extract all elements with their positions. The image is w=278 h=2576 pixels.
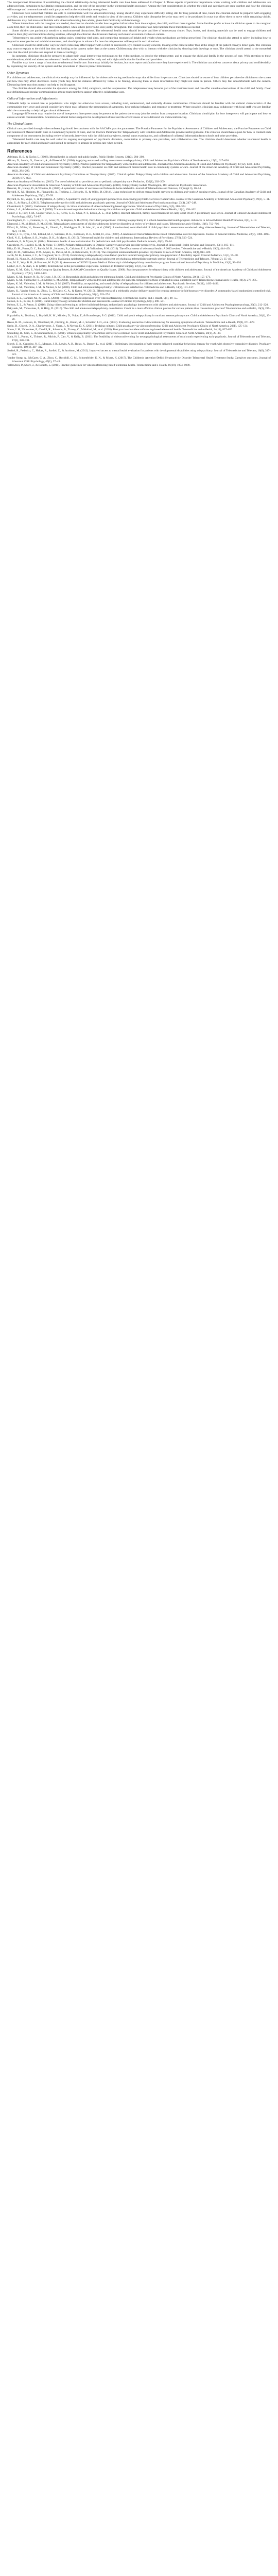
reference-item: Pakyurek, M., Yellowlees, P., & Hilty, D. (2010). The child and adolescent telepsychiatry consultation: Can it be a more effective clinical process for certain patients than conventional practice? Telemedicine and e-Health, 16(3), 289–292. [7, 307, 271, 314]
reference-item: Cunningham, D. L., Connors, E. H., Lever, N., & Stephan, S. H. (2013). Providers' perspectives: Utilizing telepsychiatry in a school-based mental health program. Advances in School Mental Health Promotion, 6(1), 5–18. [7, 219, 257, 222]
reference-item: Myers, K. M., Valentine, J. M., & Melzer, S. M. (2008). Child and adolescent telepsychiatry: Utilization and satisfaction. Telemedicine and e-Health, 14(2), 131–137. [7, 286, 194, 290]
reference-item: Vander Stoep, A., McCarty, C. A., Zhou, C., Rockhill, C. M., Schoenfelder, E. N., & Myers, K. (2017). The Children's Attention-Deficit Hyperactivity Disorder Telemental Health Treatment Study: Caregiver outcomes. Journal of Abnormal Child Psychology, 45(1), 27–43. [7, 356, 271, 363]
reference-item: Jacob, M. K., Larson, J. C., & Craighead, W. E. (2012). Establishing a telepsychiatry consultation practice in rural Georgia for primary care physicians: A feasibility report. Clinical Pediatrics, 51(1), 95–98. [7, 254, 239, 258]
reference-item: American Academy of Pediatrics. (2015). The use of telehealth to provide access to pediatric subspecialty care. Pediatrics, 136(1), 202–209. [7, 180, 165, 183]
reference-item: Bensink, M., Hailey, D., & Wootton, R. (2007). A systematic review of successes and failures in home telehealth. Journal of Telemedicine and Telecare, 13(Suppl 3), 10–14. [7, 187, 202, 191]
reference-item: Pignatiello, A., Teshima, J., Boydell, K. M., Minden, D., Volpe, T., & Braunberger, P. G. (2011). Child and youth telepsychiatry in rural and remote primary care. Child and Adolescent Psychiatric Clinics of North America, 20(1), 13–28. [7, 314, 271, 321]
reference-item: Greenberg, N., Boydell, K. M., & Volpe, T. (2006). Pediatric telepsychiatry in Ontario: Caregiver and service provider perspectives. Journal of Behavioral Health Services and Research, 33(1), 105–111. [7, 243, 235, 247]
reference-item: Goldstein, F., & Myers, K. (2014). Telemental health: A new collaboration for pediatricians and child psychiatrists. Pediatric Annals, 43(2), 79–84. [7, 240, 173, 244]
reference-item: Fortney, J. C., Pyne, J. M., Edlund, M. J., Williams, D. K., Robinson, D. E., Mittal, D., et al. (2007). A randomized trial of telemedicine-based collaborative care for depression. Journal of General Internal Medicine, 22(8), 1086–1093. [7, 233, 270, 236]
reference-item: Adelman, H. S., & Taylor, L. (2006). Mental health in schools and public health. Public Health Reports, 121(3), 294–298. [7, 155, 145, 159]
clinical-issues-section [7, 122, 271, 145]
intro-section [7, 1, 271, 69]
body-paragraph: Families may have a range of reactions to telemental health care. Some may initially be hesitant, but most report satisfaction once they have experienced it. The clinician can address concerns about privacy and confidentiality by explaining the security of the system and the procedures in place to protect information. [7, 61, 271, 69]
reference-item: Nelson, E. L., & Patton, S. (2016). Using videoconferencing to deliver individual therapy and pediatric psychology interventions with children and adolescents. Journal of Child and Adolescent Psychopharmacology, 26(3), 212–220. [7, 303, 269, 307]
references-section [7, 148, 271, 367]
reference-item: Comer, J. S., Furr, J. M., Cooper-Vince, C. E., Kerns, C. E., Chan, P. T., Edson, A. L., et al. (2014). Internet-delivered, family-based treatment for early-onset OCD: A preliminary case series. Journal of Clinical Child and Adolescent Psychology, 43(1), 74–87. [7, 212, 271, 219]
reference-item: Nelson, E. L., & Bui, T. (2010). Rural telepsychology services for children and adolescents. Journal of Clinical Psychology, 66(5), 490–501. [7, 300, 166, 303]
reference-item: Chakrabarti, S. (2015). Usefulness of telepsychiatry: A critical evaluation of videoconferencing-based approaches. World Journal of Psychiatry, 5(3), 286–304. [7, 205, 186, 208]
reference-item: Myers, K. M., Cain, S., Work Group on Quality Issues, & AACAP Committee on Quality Issues. (2008). Practice parameter for telepsychiatry with children and adolescents. Journal of the American Academy of Child and Adolescent Psychiatry, 47(12), 1468–1483. [7, 268, 271, 275]
reference-item: Storch, E. A., Caporino, N. E., Morgan, J. R., Lewin, A. B., Rojas, A., Brauer, L., et al. (2011). Preliminary investigation of web-camera delivered cognitive-behavioral therapy for youth with obsessive-compulsive disorder. Psychiatry Research, 189(3), 407–412. [7, 342, 271, 349]
reference-item: Cohen, J. A., & Mannarino, A. P. (2008). Trauma-focused cognitive behavioural therapy for children and parents. Child and Adolescent Mental Health, 13(4), 158–162. [7, 208, 197, 212]
reference-list [7, 156, 271, 367]
reference-item: Stain, H. J., Payne, K., Thienel, R., Michie, P., Carr, V., & Kelly, B. (2011). The feasibility of videoconferencing for neuropsychological assessments of rural youth experiencing early psychosis. Journal of Telemedicine and Telecare, 17(6), 328–331. [7, 335, 271, 342]
body-paragraph: For children and adolescents, the clinical relationship may be influenced by the videoconferencing medium in ways that differ from in-person care. Clinicians should be aware of how children perceive the clinician on the screen and how this may affect disclosure. Some youth may find the distance afforded by video to be freeing, allowing them to share information they might not share in person. Others may feel uncomfortable with the camera. Discussing these reactions openly can help to build rapport. [7, 76, 271, 87]
reference-item: Myers, K. M., Sulzbacher, S., & Melzer, S. M. (2004). Telepsychiatry with children and adolescents: Are patients comparable to those evaluated in usual outpatient care? Telemedicine Journal and e-Health, 10(3), 278–285. [7, 279, 257, 282]
other-dynamics-section [7, 71, 271, 94]
body-paragraph: Telemental health care may be well suited to ongoing management of psychiatric disorders, consultation to primary care providers, and collaborative care. The clinician should determine whether telemental health is appropriate for each child and family and should be prepared to arrange in-person care when needed. [7, 138, 271, 145]
reference-item: Yellowlees, P., Shore, J., & Roberts, L. (2010). Practice guidelines for videoconferencing-based telemental health. Telemedicine and e-Health, 16(10), 1074–1089. [7, 363, 190, 367]
reference-item: Alicata, D., Jacobs, N., Guerrero, A., & Piasecki, M. (2006). Applying automated staffing assessments to telepsychiatry. Child and Adolescent Psychiatric Clinics of North America, 15(3), 617–636. [7, 159, 230, 162]
section-heading: Cultural Information and Adjustments [7, 96, 58, 100]
body-paragraph: Language differences may require the use of interpreters. Interpreters may be present at the patient site or may join the session from a separate location. Clinicians should plan for how interpreters will participate and how to ensure accurate communication. Attention to cultural factors supports the development of trust and the effectiveness of care delivered via videoconferencing. [7, 112, 271, 120]
body-paragraph: The interpersonal dimensions of establishing the clinical relationship during telemental health care have been addressed in Chapter 3. Those aspects of particular importance when working with children and adolescents are addressed here, pertaining to facilitating communication, and the role of the presenter in the telemental health encounter. Among the first considerations is whether the child and caregivers are seen together and how the clinician will manage and communicate with each party as well as the relationships among them. [7, 1, 271, 11]
reference-item: American Psychiatric Association & American Academy of Child and Adolescent Psychiatry. (2018). Telepsychiatry toolkit. Washington, DC: American Psychiatric Association. [7, 183, 207, 187]
reference-item: Diamond, J. M., & Bloch, R. M. (2010). Telepsychiatry assessments of child or adolescent behavior disorders: A review of evidence and issues. Telemedicine and e-Health, 16(6), 712–716. [7, 222, 220, 226]
reference-item: Myers, K. M., Palmer, N. B., & Geyer, J. R. (2011). Research in child and adolescent telemental health. Child and Adolescent Psychiatric Clinics of North America, 20(1), 155–171. [7, 275, 211, 279]
body-paragraph: Telepresenters can assist with gathering rating scales, obtaining vital signs, and completing measures of height and weight when medications are being prescribed. The clinician should also attend to safety, including how to respond to emergencies and suicidal statements, and should plan in advance for how the telepresenter will respond in such situations. [7, 37, 271, 43]
body-paragraph: Clinical care provided through videoconferencing should be consistent with the AACAP's practice parameters. The Practice Parameter for the Psychiatric Assessment of Children and Adolescents, the Practice Parameter on Child and Adolescent Mental Health Care in Community Systems of Care, and the Practice Parameter for Telepsychiatry with Children and Adolescents provide useful guidance. The clinician should have a plan for how to conduct each component of the assessment, including review of records, interviews with the child and caregivers, mental status examination, and collection of collateral information from schools and other providers. [7, 127, 271, 138]
reference-item: Kopel, H., Nunn, K., & Dossetor, D. (2001). Evaluating satisfaction with a child and adolescent psychological telemedicine outreach service. Journal of Telemedicine and Telecare, 7(Suppl 2), 35–40. [7, 258, 232, 261]
reference-item: American Academy of Child and Adolescent Psychiatry Committee on Telepsychiatry. (2017). Clinical update: Telepsychiatry with children and adolescents. Journal of the American Academy of Child and Adolescent Psychiatry, 56(10), 875–893. [7, 173, 271, 180]
section-heading: Other Dynamics [7, 71, 29, 75]
reference-item: Shore, J. H., Yellowlees, P., Caudill, R., Johnston, B., Turvey, C., Mishkind, M., et al. (2018). Best practices in videoconferencing-based telemental health. Telemedicine and e-Health, 24(11), 827–832. [7, 328, 233, 332]
reference-item: Spaulding, R., Cain, S., & Sonnenschein, K. (2011). Urban telepsychiatry: Uncommon service for a common need. Child and Adolescent Psychiatric Clinics of North America, 20(1), 29–39. [7, 332, 221, 335]
reference-item: Hilty, D. M., Yellowlees, P. M., Myers, K., Parish, M. B., & Rabinowitz, T. (2016). The competent telemental health provider. Psychiatric Clinics of North America, 38(4), 813–829. [7, 250, 211, 254]
reference-item: Cain, S., & Sharp, S. (2013). Telepharmacotherapy for child and adolescent psychiatric patients. Journal of Child and Adolescent Psychopharmacology, 23(4), 247–248. [7, 201, 197, 205]
reference-item: Szeftel, R., Federico, C., Hakak, R., Szeftel, Z., & Jacobson, M. (2012). Improved access to mental health evaluation for patients with developmental disabilities using telepsychiatry. Journal of Telemedicine and Telecare, 18(6), 317–321. [7, 349, 271, 357]
reference-item: Boydell, K. M., Volpe, T., & Pignatiello, A. (2010). A qualitative study of young people's perspectives on receiving psychiatric services via televideo. Journal of the Canadian Academy of Child and Adolescent Psychiatry, 19(1), 5–11. [7, 197, 270, 201]
section-heading: The Clinical Issues [7, 122, 32, 126]
reference-item: Reese, R. M., Jamison, R., Wendland, M., Fleming, K., Braun, M. J., Schuttler, J. O., et al. (2013). Evaluating interactive videoconferencing for assessing symptoms of autism. Telemedicine and e-Health, 19(9), 671–677. [7, 321, 255, 325]
body-paragraph: The clinician should also consider the dynamics among the child, caregivers, and the telepresenter. The telepresenter may become part of the treatment team and can offer valuable observations of the child and family. Clear role definitions and regular communication among team members support effective collaborative care. [7, 87, 271, 94]
reference-item: Myers, K., Vander Stoep, A., Zhou, C., McCarty, C. A., & Katon, W. (2015). Effectiveness of a telehealth service delivery model for treating attention-deficit/hyperactivity disorder: A community-based randomized controlled trial. Journal of the American Academy of Child and Adolescent Psychiatry, 54(4), 263–274. [7, 289, 271, 296]
cultural-section [7, 97, 271, 120]
body-paragraph: Clinicians should be alert to the ways in which video may affect rapport with a child or adolescent. Eye contact is a key concern; looking at the camera rather than at the image of the patient conveys direct gaze. The clinician may want to explain to the child that they are looking at the camera rather than at the screen. Children may also wish to interact with the clinician by showing their drawings or toys. The clinician should attend to the nonverbal cues that the child provides and respond to them accordingly. [7, 43, 271, 54]
reference-item: Nelson, E. L., Barnard, M., & Cain, S. (2003). Treating childhood depression over videoconferencing. Telemedicine Journal and e-Health, 9(1), 49–55. [7, 296, 178, 300]
body-paragraph: Some children are particularly sensitive to environmental distractions. The telemental health room should be quiet and free of unnecessary clutter. Toys, books, and drawing materials can be used to engage children and observe their play and interactions during sessions, although the clinician should ensure that any such materials remain visible on camera. [7, 29, 271, 37]
body-paragraph: Clinicians have noted that children are able to communicate well via videoconferencing. Young children may experience difficulty sitting still for long periods of time, hence the clinician should be prepared with engaging activities, and the telepresenter should be prepared to help the child settle and remain in view of the camera. Children with disruptive behavior may need to be positioned in ways that allow them to move while remaining visible. Adolescents may feel more comfortable with videoconferencing than adults, given their familiarity with technology. [7, 11, 271, 22]
reference-item: Lesher, A. P., & Shah, S. R. (2018). Telemedicine in the perioperative experience. Seminars in Pediatric Surgery, 27(2), 102–106. [7, 264, 153, 268]
reference-item: Savin, D., Glueck, D. A., Chardavoyne, J., Yager, J., & Novins, D. K. (2011). Bridging cultures: Child psychiatry via videoconferencing. Child and Adolescent Psychiatric Clinics of North America, 20(1), 125–134. [7, 325, 248, 328]
reference-item: Gloff, N. E., LeNoue, S. R., Novins, D. K., & Myers, K. (2015). Telemental health for children and adolescents. International Review of Psychiatry, 27(6), 513–524. [7, 236, 193, 240]
reference-item: Lau, M. E., Way, B. B., & Fremont, W. P. (2011). Assessment of SUNY Upstate Medical University's child telepsychiatry consultation program. International Journal of Psychiatry in Medicine, 42(1), 93–104. [7, 261, 242, 265]
reference-item: Boydell, K. M., Hodgins, M., Pignatiello, A., Teshima, J., Edwards, H., & Willis, D. (2014). Using technology to deliver mental health services to children and youth: A scoping review. Journal of the Canadian Academy of Child and Adolescent Psychiatry, 23(2), 87–99. [7, 191, 271, 198]
reference-item: American Academy of Child and Adolescent Psychiatry. (2009). Practice parameter on child and adolescent mental health care in community systems of care. Journal of the American Academy of Child and Adolescent Psychiatry, 46(2), 284–299. [7, 166, 271, 173]
reference-item: Myers, K. M., Valentine, J. M., & Melzer, S. M. (2007). Feasibility, acceptability, and sustainability of telepsychiatry for children and adolescents. Psychiatric Services, 58(11), 1493–1496. [7, 282, 219, 286]
reference-item: American Academy of Child and Adolescent Psychiatry. (2008). Practice parameter for telepsychiatry with children and adolescents. Journal of the American Academy of Child and Adolescent Psychiatry, 47(12), 1468–1483. [7, 162, 260, 166]
body-paragraph: In summary, clinicians should be prepared to adapt their usual interviewing techniques to the video medium, to involve the telepresenter, and to engage the child and family in the process of care. With attention to these considerations, child and adolescent telemental health can be delivered effectively and with high satisfaction for families and providers. [7, 54, 271, 61]
references-title: References [7, 148, 32, 154]
body-paragraph: Telehealth helps to extend care to populations who might not otherwise have access, including rural, underserved, and culturally diverse communities. Clinicians should be familiar with the cultural characteristics of the communities they serve and should consider how these may influence the presentation of symptoms, help-seeking behavior, and response to treatment. Where possible, clinicians may collaborate with local staff who are familiar with the community to help bridge cultural differences. [7, 101, 271, 112]
reference-item: Hilty, D. M., Ferrer, D. C., Parish, M. B., Johnston, B., Callahan, E. J., & Yellowlees, P. M. (2013). The effectiveness of telemental health: A 2013 review. Telemedicine and e-Health, 19(6), 444–454. [7, 247, 231, 250]
reference-item: Elford, R., White, H., Bowering, R., Ghandi, A., Maddiggan, B., St John, K., et al. (2000). A randomized, controlled trial of child psychiatric assessments conducted using videoconferencing. Journal of Telemedicine and Telecare, 6(2), 73–82. [7, 226, 271, 233]
body-paragraph: Where interactions with the caregiver are needed, the clinician should consider how to gather information from the caregiver, the child, and from them together. Some families prefer to have the clinician speak to the caregiver alone first, then the child alone, and then both together, while others prefer to be seen jointly throughout. The telepresenter can help facilitate these transitions as needed. [7, 22, 271, 29]
